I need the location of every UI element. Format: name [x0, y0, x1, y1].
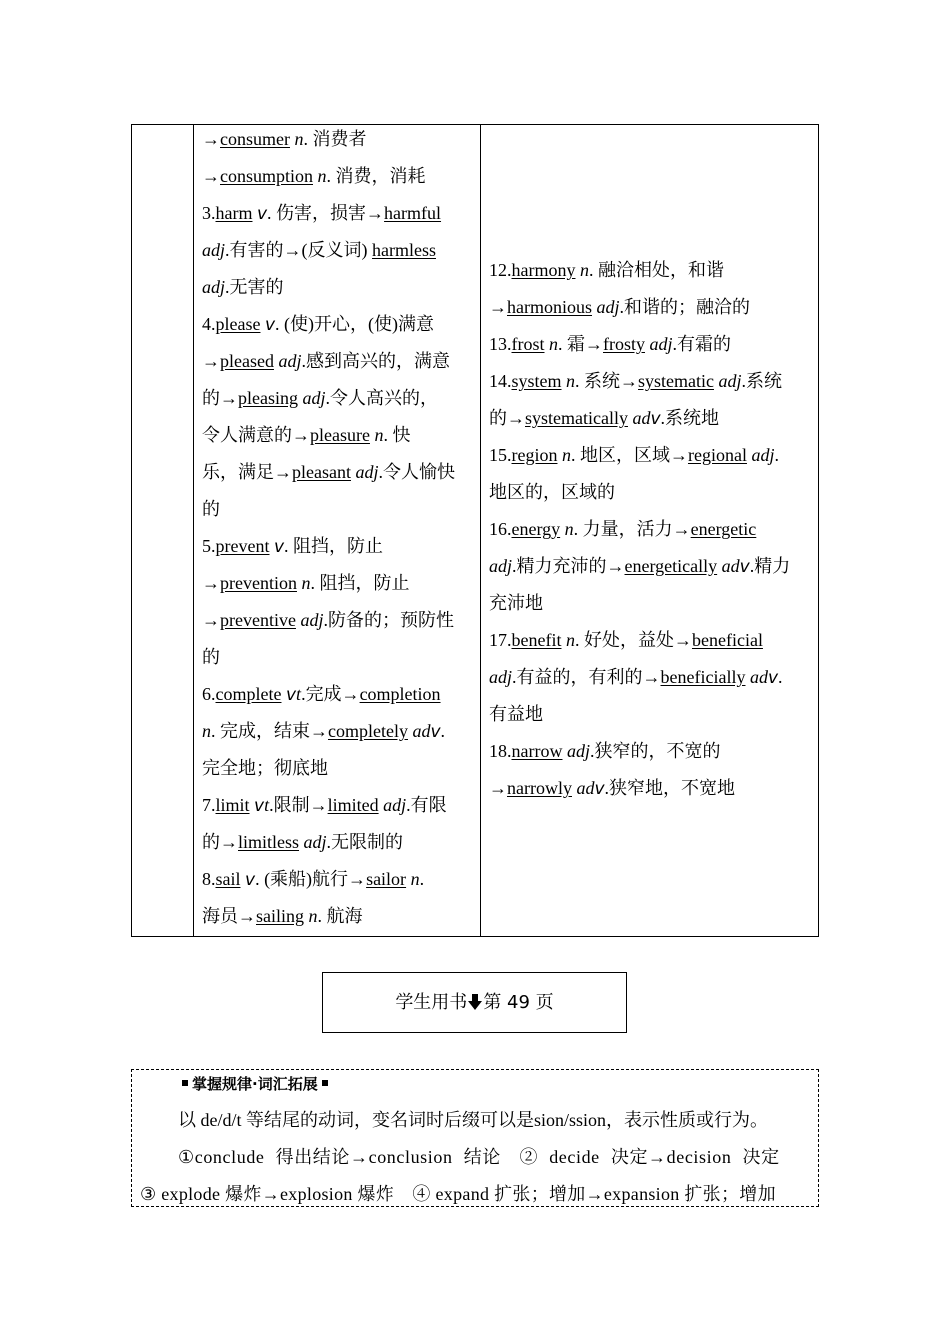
square-bullet-icon — [322, 1080, 328, 1086]
line-segment: .有害的→(反义词) — [225, 240, 373, 260]
line-segment: 8. — [202, 869, 216, 889]
table-text-line — [202, 867, 424, 892]
line-segment: 的 — [202, 647, 220, 667]
table-text-line — [489, 369, 782, 393]
table-text-line — [489, 443, 779, 467]
line-segment: 13. — [489, 334, 512, 354]
rule-intro: 以 de/d/t 等结尾的动词，变名词时后缀可以是sion/ssion，表示性质或行为。 — [178, 1110, 769, 1130]
vocab-word: completion — [359, 684, 441, 704]
line-segment: 地区的，区域的 — [489, 482, 615, 502]
vocab-word: please — [215, 314, 261, 334]
vocab-word: sailor — [366, 869, 407, 889]
line-segment: 4. — [202, 314, 216, 334]
line-segment: v — [264, 315, 276, 335]
line-segment: 的→ — [202, 832, 238, 852]
line-segment: v — [273, 537, 285, 557]
line-segment: n — [294, 129, 304, 149]
vocab-word: complete — [215, 684, 282, 704]
table-text-line — [202, 497, 220, 521]
line-segment: n — [202, 721, 211, 741]
page-reference-box — [322, 972, 627, 1033]
line-segment: .限制→ — [269, 795, 328, 815]
line-segment: .有益的，有利的→ — [512, 667, 661, 687]
vocab-word: pleased — [220, 351, 274, 371]
table-text-line — [202, 312, 434, 337]
table-text-line — [489, 517, 756, 541]
square-bullet-icon — [182, 1080, 188, 1086]
line-segment: 的→ — [202, 388, 238, 408]
table-text-line — [489, 554, 790, 579]
vocab-word: preventive — [220, 610, 296, 630]
vocab-word: energetic — [690, 519, 757, 539]
line-segment: n — [374, 425, 384, 445]
line-segment: adj — [596, 297, 620, 317]
vocab-word: systematic — [638, 371, 714, 391]
table-text-line — [202, 164, 426, 188]
table-blank-column — [132, 125, 194, 936]
line-segment: .令人愉快 — [378, 462, 455, 482]
table-text-line — [202, 275, 284, 299]
line-segment: . 消费者 — [303, 129, 367, 149]
line-segment: . 好处，益处→ — [574, 630, 692, 650]
table-text-line — [202, 423, 410, 447]
rule-box — [131, 1069, 819, 1207]
line-segment: v — [650, 409, 661, 429]
line-segment: → — [202, 129, 220, 149]
line-segment: ad — [721, 556, 740, 576]
vocab-word: region — [511, 445, 558, 465]
vocab-word: prevention — [220, 573, 297, 593]
line-segment: adj — [300, 610, 324, 630]
table-text-line — [202, 238, 436, 262]
line-segment: . 力量，活力→ — [573, 519, 691, 539]
vocab-word: frost — [511, 334, 545, 354]
line-segment: 充沛地 — [489, 593, 543, 613]
table-text-line — [202, 386, 438, 410]
line-segment: → — [202, 573, 220, 593]
vocab-word: narrowly — [507, 778, 572, 798]
line-segment: → — [202, 351, 220, 371]
table-text-line — [202, 830, 403, 854]
line-segment: 7. — [202, 795, 216, 815]
table-text-line — [202, 719, 445, 744]
line-segment: . 快 — [383, 425, 411, 445]
line-segment: adj — [489, 667, 513, 687]
line-segment: .和谐的；融洽的 — [619, 297, 751, 317]
line-segment: → — [489, 297, 507, 317]
table-text-line — [202, 645, 220, 669]
vocab-word: narrow — [511, 741, 563, 761]
table-text-line — [202, 127, 366, 151]
line-segment: 的 — [202, 499, 220, 519]
table-text-line — [202, 201, 441, 226]
line-segment: v — [256, 204, 268, 224]
line-segment: n — [549, 334, 558, 354]
vocab-word: beneficial — [691, 630, 763, 650]
line-segment: . — [778, 667, 783, 687]
table-text-line — [489, 739, 721, 763]
vocab-word: completely — [328, 721, 408, 741]
line-segment: n — [317, 166, 327, 186]
line-segment: .无限制的 — [326, 832, 404, 852]
line-segment: → — [202, 610, 220, 630]
line-segment: adj — [751, 445, 775, 465]
line-segment: .感到高兴的，满意 — [301, 351, 450, 371]
line-segment: 的→ — [489, 408, 525, 428]
line-segment: v — [254, 796, 265, 816]
table-right-column — [481, 125, 818, 936]
line-segment: .令人高兴的， — [325, 388, 439, 408]
vocab-word: frosty — [603, 334, 645, 354]
line-segment: .完成→ — [301, 684, 360, 704]
vocab-word: harmonious — [507, 297, 592, 317]
line-segment: adj — [718, 371, 742, 391]
line-segment: . 霜→ — [558, 334, 603, 354]
line-segment: 令人满意的→ — [202, 425, 310, 445]
line-segment: adj — [383, 795, 407, 815]
line-segment: n — [564, 519, 574, 539]
table-text-line — [489, 332, 731, 356]
line-segment: . — [774, 445, 779, 465]
vocab-word: sailing — [256, 906, 304, 926]
line-segment: .精力充沛的→ — [512, 556, 625, 576]
line-segment: 5. — [202, 536, 216, 556]
line-segment: . (使)开心，(使)满意 — [275, 314, 435, 334]
table-text-line — [489, 480, 615, 504]
table-text-line — [202, 904, 363, 928]
line-segment: . 伤害，损害→ — [267, 203, 385, 223]
line-segment: n — [561, 445, 571, 465]
vocab-word: energetically — [624, 556, 718, 576]
page-ref-book-label: 学生用书 — [395, 992, 468, 1013]
vocab-word: systematically — [525, 408, 628, 428]
line-segment: t — [264, 795, 270, 815]
vocab-word: benefit — [511, 630, 562, 650]
line-segment: adj — [303, 832, 327, 852]
line-segment: . — [440, 721, 446, 741]
line-segment: adj — [489, 556, 513, 576]
line-segment: .狭窄地，不宽地 — [604, 778, 736, 798]
table-text-line — [489, 295, 750, 319]
table-text-line — [202, 756, 328, 780]
line-segment: 18. — [489, 741, 512, 761]
line-segment: adj — [649, 334, 673, 354]
vocab-word: energy — [511, 519, 561, 539]
line-segment: adj — [202, 277, 226, 297]
line-segment: → — [202, 166, 220, 186]
line-segment: 6. — [202, 684, 216, 704]
line-segment: 完全地；彻底地 — [202, 758, 328, 778]
line-segment: adj — [355, 462, 379, 482]
line-segment: → — [489, 778, 507, 798]
line-segment: 乐，满足→ — [202, 462, 292, 482]
vocab-word: limitless — [238, 832, 300, 852]
vocab-word: harmful — [384, 203, 442, 223]
vocab-word: consumption — [220, 166, 313, 186]
line-segment: n — [565, 630, 575, 650]
line-segment: 17. — [489, 630, 512, 650]
line-segment: 有益地 — [489, 704, 543, 724]
vocab-word: harm — [215, 203, 253, 223]
vocab-word: pleasing — [238, 388, 298, 408]
line-segment: n — [566, 371, 576, 391]
line-segment: n — [301, 573, 311, 593]
vocab-word: limited — [327, 795, 379, 815]
line-segment: .狭窄的，不宽的 — [590, 741, 721, 761]
line-segment: adj — [566, 741, 590, 761]
vocab-word: harmless — [372, 240, 436, 260]
table-text-line — [489, 628, 763, 652]
line-segment: . (乘船)航行→ — [255, 869, 367, 889]
line-segment: . 航海 — [317, 906, 363, 926]
table-text-line — [489, 665, 783, 690]
table-text-line — [489, 702, 543, 726]
vocab-word: regional — [687, 445, 747, 465]
line-segment: . 系统→ — [575, 371, 639, 391]
table-text-line — [489, 591, 543, 615]
rule-heading — [178, 1074, 332, 1094]
line-segment: . 消费，消耗 — [326, 166, 426, 186]
vocab-word: consumer — [220, 129, 290, 149]
vocab-word: harmony — [511, 260, 576, 280]
vocab-word: beneficially — [660, 667, 746, 687]
line-segment: .防备的；预防性 — [323, 610, 454, 630]
table-text-line — [489, 406, 719, 431]
table-text-line — [489, 258, 724, 282]
line-segment: . 阻挡，防止 — [310, 573, 410, 593]
vocab-word: limit — [215, 795, 250, 815]
vocab-word: prevent — [215, 536, 270, 556]
line-segment: .系统地 — [660, 408, 720, 428]
table-text-line — [202, 349, 450, 373]
line-segment: . 完成，结束→ — [211, 721, 328, 741]
vocab-word: pleasant — [292, 462, 351, 482]
line-segment: 海员→ — [202, 906, 256, 926]
line-segment: v — [245, 870, 256, 890]
page-ref-page-label: 第 49 页 — [483, 992, 554, 1013]
line-segment: 14. — [489, 371, 512, 391]
line-segment: ad — [576, 778, 595, 798]
table-text-line — [202, 571, 409, 595]
vocab-word: pleasure — [310, 425, 370, 445]
line-segment: .有限 — [406, 795, 447, 815]
rule-example-line: ①conclude 得出结论→conclusion 结论 ② decide 决定→decision 决定 — [178, 1147, 780, 1167]
vocab-word: system — [511, 371, 562, 391]
line-segment: . 阻挡，防止 — [284, 536, 384, 556]
down-arrow-icon — [468, 994, 482, 1010]
line-segment: .精力 — [749, 556, 791, 576]
vocabulary-table — [131, 124, 819, 937]
line-segment: ad — [749, 667, 768, 687]
line-segment: .系统 — [741, 371, 783, 391]
line-segment: 3. — [202, 203, 216, 223]
line-segment: adj — [278, 351, 302, 371]
line-segment: t — [296, 684, 302, 704]
line-segment: . — [419, 869, 425, 889]
rule-heading-text: 掌握规律·词汇拓展 — [192, 1075, 318, 1093]
line-segment: adj — [202, 240, 226, 260]
line-segment: n — [579, 260, 589, 280]
line-segment: 15. — [489, 445, 512, 465]
line-segment: n — [308, 906, 318, 926]
table-text-line — [202, 682, 441, 707]
table-middle-column — [194, 125, 481, 936]
line-segment: . 地区，区域→ — [570, 445, 688, 465]
table-text-line — [202, 460, 455, 484]
line-segment: v — [430, 722, 441, 742]
line-segment: v — [594, 779, 605, 799]
line-segment: 16. — [489, 519, 512, 539]
line-segment: ad — [632, 408, 651, 428]
table-text-line — [202, 608, 454, 632]
line-segment: 12. — [489, 260, 512, 280]
table-text-line — [202, 534, 383, 559]
vocab-word: sail — [215, 869, 241, 889]
line-segment: adj — [302, 388, 326, 408]
line-segment: v — [767, 668, 779, 688]
line-segment: v — [285, 685, 297, 705]
line-segment: ad — [412, 721, 431, 741]
line-segment: . 融洽相处，和谐 — [588, 260, 724, 280]
line-segment: v — [739, 557, 750, 577]
line-segment: .无害的 — [225, 277, 284, 297]
table-text-line — [489, 776, 735, 801]
line-segment: .有霜的 — [672, 334, 732, 354]
line-segment: n — [410, 869, 420, 889]
table-text-line — [202, 793, 447, 818]
rule-example-line: ③ explode 爆炸→explosion 爆炸 ④ expand 扩张；增加→expansion 扩张；增加 — [140, 1184, 776, 1204]
